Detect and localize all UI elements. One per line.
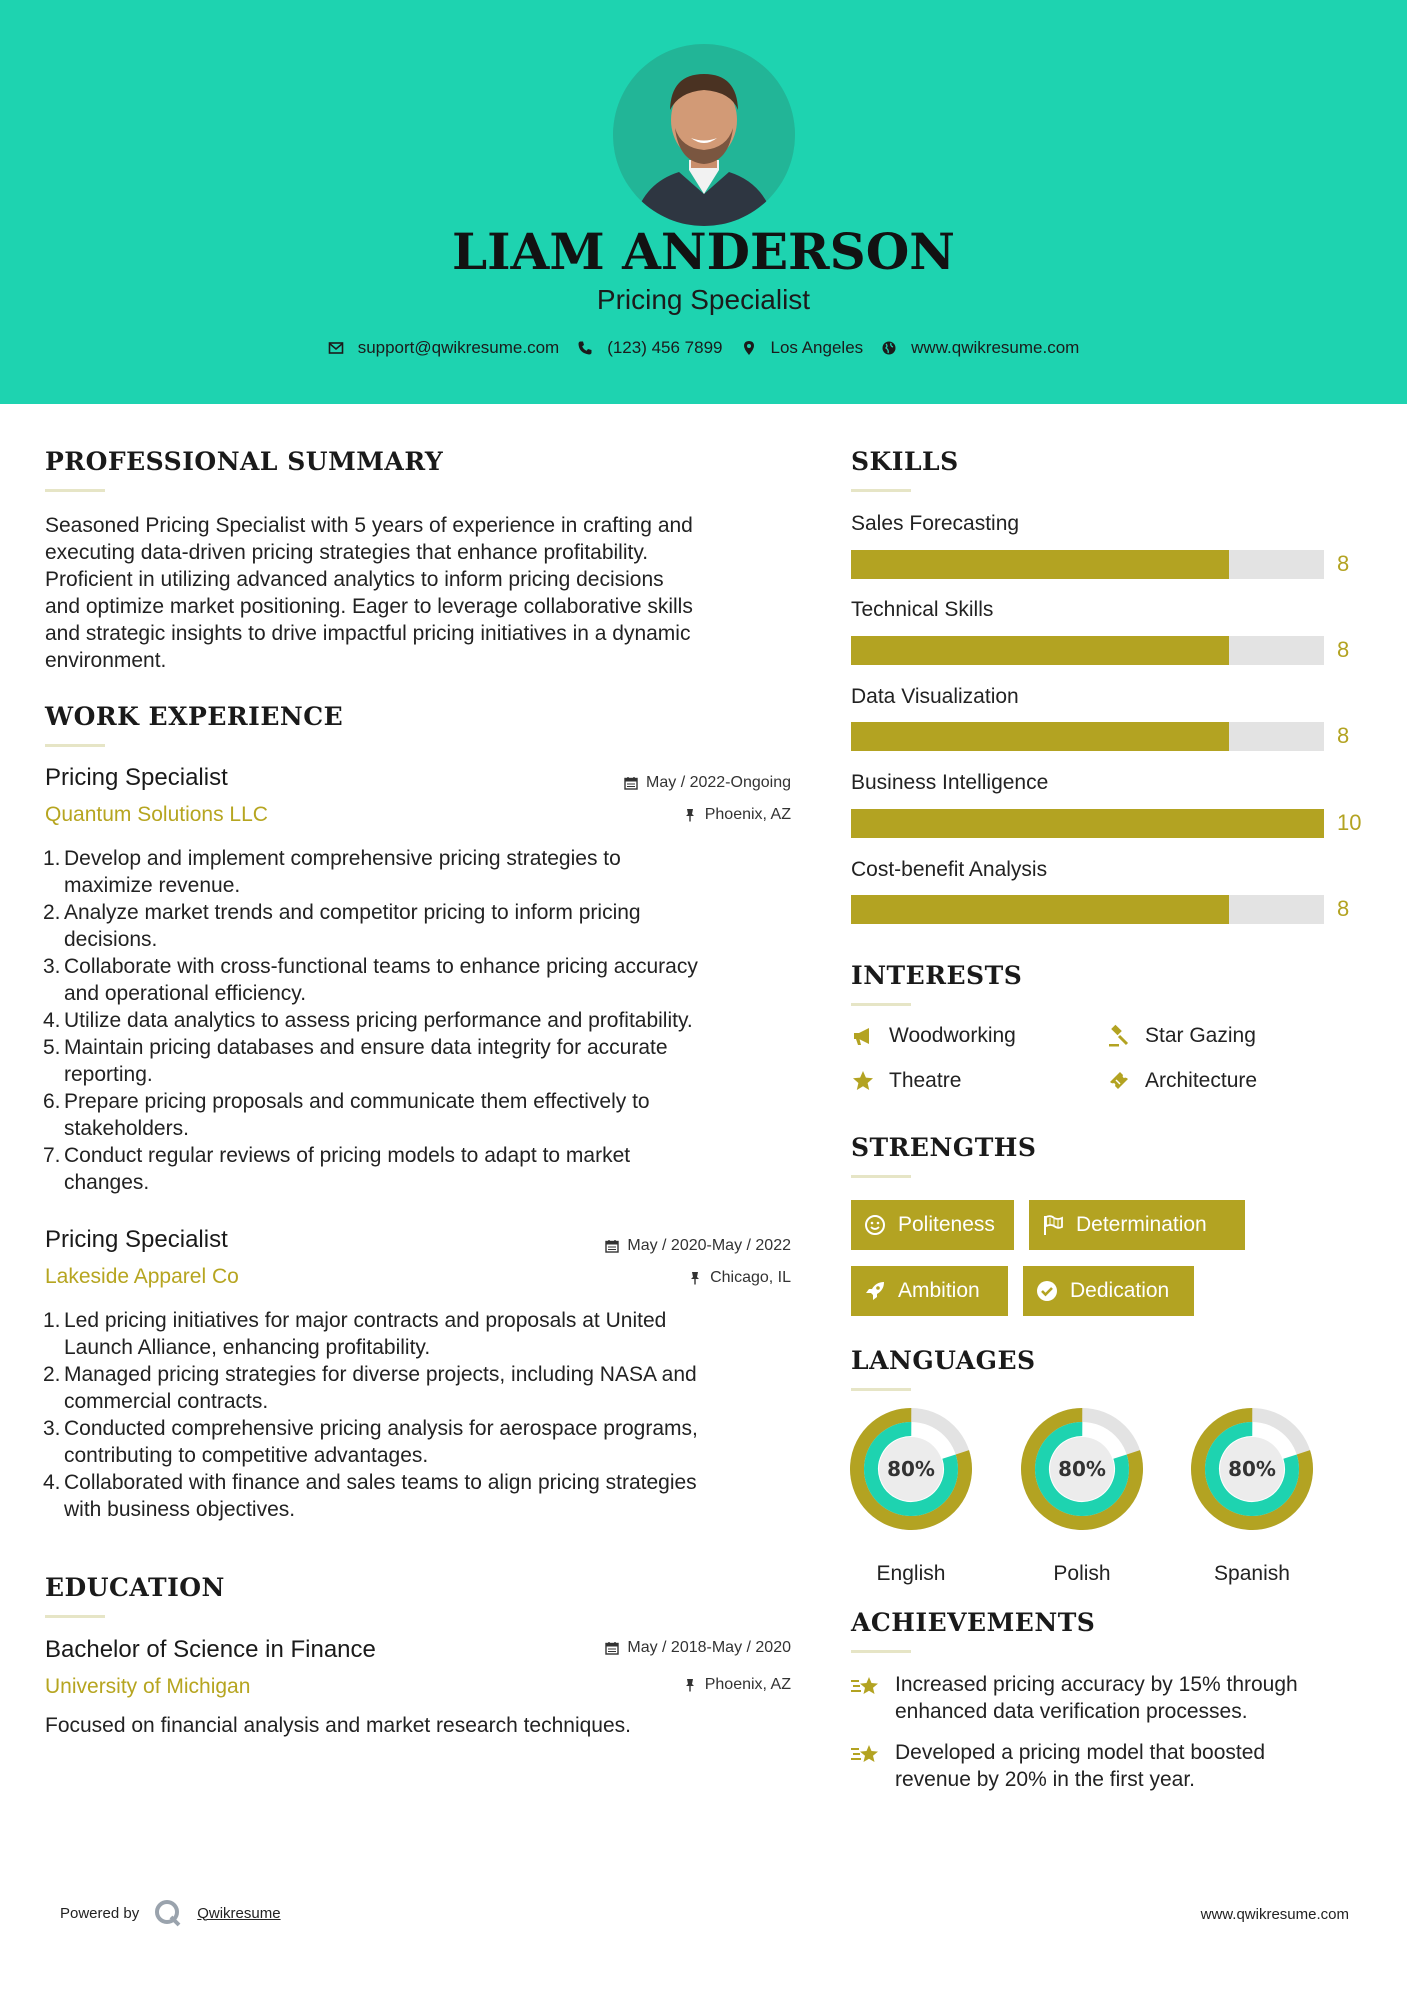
qwikresume-logo-icon <box>153 1898 183 1928</box>
education-divider <box>45 1615 105 1618</box>
skill-value: 8 <box>1337 637 1350 662</box>
job-location <box>500 1269 791 1287</box>
job-duties <box>45 1307 805 1523</box>
achievements-heading: ACHIEVEMENTS <box>851 1608 1096 1637</box>
education-dates-text: May / 2018-May / 2020 <box>627 1639 791 1656</box>
strength-label: Dedication <box>1070 1279 1170 1302</box>
interest-label: Star Gazing <box>1145 1024 1256 1047</box>
item-line: Led pricing initiatives for major contracts and proposals at United <box>64 1309 667 1332</box>
contact-location <box>741 338 864 358</box>
pushpin-icon <box>683 808 697 822</box>
pushpin-icon <box>683 1678 697 1692</box>
job-location <box>500 806 791 824</box>
achievement-line: Developed a pricing model that boosted <box>895 1741 1266 1764</box>
skill-bar-fill <box>851 722 1229 751</box>
brand-link[interactable]: Qwikresume <box>197 1904 281 1922</box>
language-percent: 80% <box>887 1457 935 1481</box>
strengths-divider <box>851 1175 911 1178</box>
item-line: decisions. <box>64 928 158 951</box>
resume-header <box>0 0 1407 404</box>
language-percent: 80% <box>1058 1457 1106 1481</box>
skill-bar-fill <box>851 550 1229 579</box>
job-dates <box>500 1237 791 1255</box>
list-item <box>45 1088 805 1142</box>
summary-line: and optimize market positioning. Eager to leverage collaborative skills <box>45 595 693 618</box>
candidate-name: LIAM ANDERSON <box>452 222 955 281</box>
language-item <box>850 1408 972 1585</box>
degree-title: Bachelor of Science in Finance <box>45 1636 376 1663</box>
contact-website[interactable] <box>881 338 1079 358</box>
list-item <box>45 1007 805 1034</box>
item-line: reporting. <box>64 1063 153 1086</box>
item-line: Utilize data analytics to assess pricing performance and profitability. <box>64 1009 693 1032</box>
contact-bar <box>0 338 1407 358</box>
item-number: 2. <box>43 1363 61 1386</box>
item-line: commercial contracts. <box>64 1390 269 1413</box>
language-label: English <box>876 1562 946 1585</box>
skill-bar-fill <box>851 895 1229 924</box>
contact-phone[interactable] <box>577 338 722 358</box>
email-text: support@qwikresume.com <box>357 338 560 357</box>
education-location <box>500 1676 791 1694</box>
item-line: and operational efficiency. <box>64 982 307 1005</box>
education-heading: EDUCATION <box>45 1573 225 1602</box>
profile-photo <box>613 44 795 226</box>
item-number: 3. <box>43 955 61 978</box>
item-line: with business objectives. <box>64 1498 296 1521</box>
interest-item <box>1107 1024 1256 1048</box>
footer-website[interactable]: www.qwikresume.com <box>1200 1906 1349 1923</box>
job-dates-text: May / 2022-Ongoing <box>646 774 791 791</box>
achievement-item <box>849 1739 1369 1793</box>
strengths-heading: STRENGTHS <box>851 1133 1037 1162</box>
experience-divider <box>45 744 105 747</box>
skill-bar-fill <box>851 809 1324 838</box>
item-line: maximize revenue. <box>64 874 241 897</box>
item-line: Managed pricing strategies for diverse projects, including NASA and <box>64 1363 697 1386</box>
list-item <box>45 845 805 899</box>
item-number: 1. <box>43 847 61 870</box>
job-dates-text: May / 2020-May / 2022 <box>627 1237 791 1254</box>
skills-divider <box>851 489 911 492</box>
website-text: www.qwikresume.com <box>911 338 1080 357</box>
footer-powered-by <box>60 1898 281 1928</box>
language-label: Polish <box>1053 1562 1111 1585</box>
interest-item <box>851 1069 961 1093</box>
achievement-text <box>895 1739 1265 1793</box>
education-description: Focused on financial analysis and market research techniques. <box>45 1714 631 1737</box>
item-line: contributing to competitive advantages. <box>64 1444 429 1467</box>
skill-bar-fill <box>851 636 1229 665</box>
language-ring <box>1191 1408 1313 1530</box>
skill-bar-track <box>851 636 1324 665</box>
star-icon <box>851 1069 875 1093</box>
job-location-text: Phoenix, AZ <box>704 806 791 823</box>
contact-email[interactable] <box>328 338 560 358</box>
location-text: Los Angeles <box>770 338 864 357</box>
strength-label: Politeness <box>898 1213 995 1236</box>
item-line: Launch Alliance, enhancing profitability. <box>64 1336 431 1359</box>
item-line: Prepare pricing proposals and communicate them effectively to <box>64 1090 650 1113</box>
language-ring <box>850 1408 972 1530</box>
phone-icon <box>577 340 593 356</box>
skill-label: Cost-benefit Analysis <box>851 858 1048 881</box>
strength-tag <box>1029 1200 1245 1250</box>
strength-label: Ambition <box>898 1279 980 1302</box>
language-label: Spanish <box>1214 1562 1290 1585</box>
globe-icon <box>881 340 897 356</box>
achievement-text <box>895 1671 1298 1725</box>
education-dates <box>500 1639 791 1657</box>
list-item <box>45 953 805 1007</box>
item-number: 6. <box>43 1090 61 1113</box>
strength-label: Determination <box>1076 1213 1207 1236</box>
skill-value: 8 <box>1337 723 1350 748</box>
school-name: University of Michigan <box>45 1675 251 1698</box>
skill-label: Data Visualization <box>851 685 1019 708</box>
job-title: Pricing Specialist <box>45 764 228 791</box>
language-percent: 80% <box>1228 1457 1276 1481</box>
flag-icon <box>1042 1214 1064 1236</box>
achievement-item <box>849 1671 1369 1725</box>
item-line: stakeholders. <box>64 1117 189 1140</box>
language-item <box>1191 1408 1313 1585</box>
item-number: 2. <box>43 901 61 924</box>
item-number: 1. <box>43 1309 61 1332</box>
job-dates <box>500 774 791 792</box>
item-number: 5. <box>43 1036 61 1059</box>
job-company: Quantum Solutions LLC <box>45 803 268 826</box>
phone-text: (123) 456 7899 <box>607 338 723 357</box>
list-item <box>45 1034 805 1088</box>
item-number: 3. <box>43 1417 61 1440</box>
item-number: 7. <box>43 1144 61 1167</box>
achievement-line: revenue by 20% in the first year. <box>895 1768 1195 1791</box>
education-location-text: Phoenix, AZ <box>704 1676 791 1693</box>
summary-line: executing data-driven pricing strategies that enhance profitability. <box>45 541 649 564</box>
skill-value: 8 <box>1337 896 1350 921</box>
interests-divider <box>851 1003 911 1006</box>
map-pin-icon <box>741 340 757 356</box>
megaphone-icon <box>851 1024 875 1048</box>
item-line: Develop and implement comprehensive pricing strategies to <box>64 847 621 870</box>
item-line: Collaborated with finance and sales teams to align pricing strategies <box>64 1471 697 1494</box>
strength-tag <box>851 1266 1008 1316</box>
summary-line: environment. <box>45 649 167 672</box>
job-title: Pricing Specialist <box>45 1226 228 1253</box>
summary-divider <box>45 489 105 492</box>
calendar-icon <box>605 1239 619 1253</box>
list-item <box>45 1307 805 1361</box>
pushpin-icon <box>688 1271 702 1285</box>
shooting-star-icon <box>849 1669 883 1703</box>
item-line: changes. <box>64 1171 150 1194</box>
calendar-icon <box>605 1641 619 1655</box>
language-item <box>1021 1408 1143 1585</box>
strength-tag <box>1023 1266 1194 1316</box>
ticket-icon <box>1107 1069 1131 1093</box>
skill-label: Sales Forecasting <box>851 512 1020 535</box>
skill-label: Business Intelligence <box>851 771 1049 794</box>
calendar-icon <box>624 776 638 790</box>
summary-line: and strategic insights to drive impactful pricing initiatives in a dynamic <box>45 622 691 645</box>
summary-line: Seasoned Pricing Specialist with 5 years of experience in crafting and <box>45 514 693 537</box>
skills-heading: SKILLS <box>851 447 959 476</box>
item-line: Collaborate with cross-functional teams to enhance pricing accuracy <box>64 955 698 978</box>
item-line: Conducted comprehensive pricing analysis for aerospace programs, <box>64 1417 698 1440</box>
languages-heading: LANGUAGES <box>851 1346 1036 1375</box>
skill-label: Technical Skills <box>851 598 994 621</box>
achievement-line: Increased pricing accuracy by 15% through <box>895 1673 1298 1696</box>
skill-bar-track <box>851 809 1324 838</box>
item-line: Maintain pricing databases and ensure data integrity for accurate <box>64 1036 668 1059</box>
candidate-title: Pricing Specialist <box>596 284 811 315</box>
list-item <box>45 899 805 953</box>
list-item <box>45 1415 805 1469</box>
achievements-divider <box>851 1650 911 1653</box>
interest-item <box>1107 1069 1257 1093</box>
skill-bar-track <box>851 550 1324 579</box>
summary-text <box>45 512 805 674</box>
languages-divider <box>851 1388 911 1391</box>
skill-value: 8 <box>1337 551 1350 576</box>
skill-bar-track <box>851 895 1324 924</box>
check-circle-icon <box>1036 1280 1058 1302</box>
job-location-text: Chicago, IL <box>710 1269 791 1286</box>
interest-label: Theatre <box>889 1069 962 1092</box>
item-number: 4. <box>43 1009 61 1032</box>
achievement-line: enhanced data verification processes. <box>895 1700 1248 1723</box>
skill-bar-track <box>851 722 1324 751</box>
powered-by-text: Powered by <box>60 1904 140 1922</box>
envelope-icon <box>328 340 344 356</box>
shooting-star-icon <box>849 1737 883 1771</box>
experience-heading: WORK EXPERIENCE <box>45 702 344 731</box>
interest-label: Woodworking <box>889 1024 1016 1047</box>
strength-tag <box>851 1200 1014 1250</box>
rocket-icon <box>864 1280 886 1302</box>
smile-icon <box>864 1214 886 1236</box>
gavel-icon <box>1107 1024 1131 1048</box>
item-number: 4. <box>43 1471 61 1494</box>
item-line: Conduct regular reviews of pricing models to adapt to market <box>64 1144 631 1167</box>
job-duties <box>45 845 805 1196</box>
language-ring <box>1021 1408 1143 1530</box>
list-item <box>45 1361 805 1415</box>
summary-line: Proficient in utilizing advanced analytics to inform pricing decisions <box>45 568 664 591</box>
interest-item <box>851 1024 1016 1048</box>
interests-heading: INTERESTS <box>851 961 1023 990</box>
list-item <box>45 1469 805 1523</box>
skill-value: 10 <box>1337 810 1362 835</box>
list-item <box>45 1142 805 1196</box>
summary-heading: PROFESSIONAL SUMMARY <box>45 447 444 476</box>
interest-label: Architecture <box>1145 1069 1258 1092</box>
item-line: Analyze market trends and competitor pricing to inform pricing <box>64 901 641 924</box>
job-company: Lakeside Apparel Co <box>45 1265 239 1288</box>
